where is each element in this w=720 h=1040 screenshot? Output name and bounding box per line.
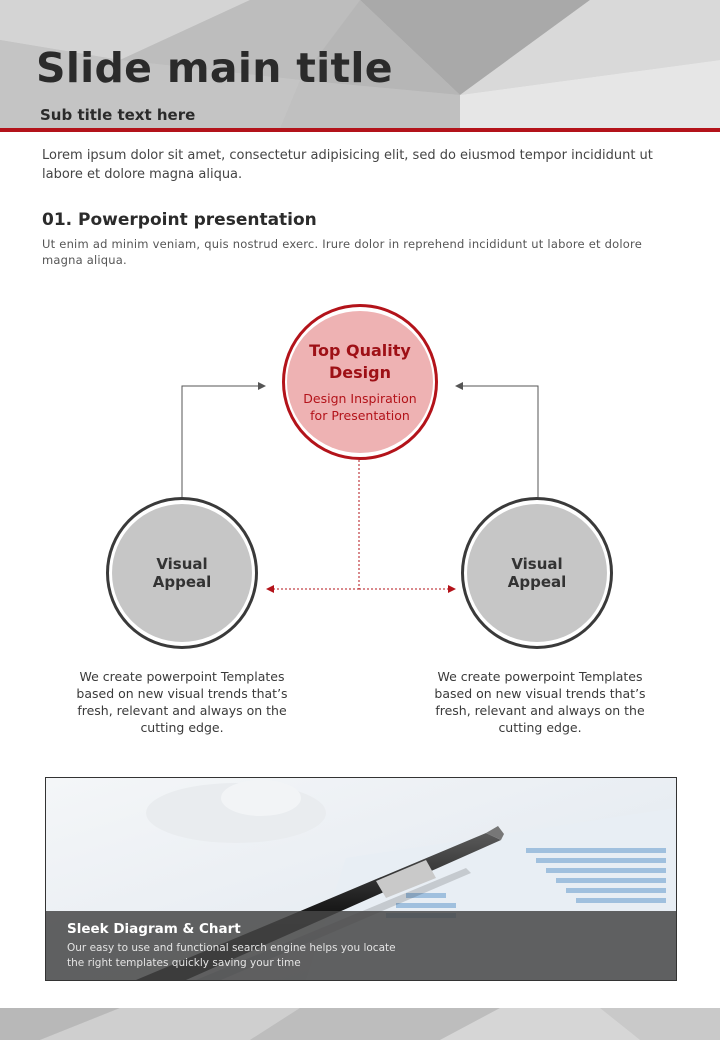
top-quality-circle [282,304,438,460]
intro-text: Lorem ipsum dolor sit amet, consectetur adipisicing elit, sed do eiusmod tempor incididunt ut labore et dolore magna aliqua. [42,148,653,182]
left-caption: We create powerpoint Templates based on new visual trends that’s fresh, relevant and always on the cutting edge. [76,669,288,735]
header-divider [0,128,720,132]
footer-polygons [0,1008,720,1040]
top-circle-title: Top Quality Design [309,341,411,382]
page-title: Slide main title [36,44,393,92]
left-visual-appeal-circle [106,497,258,649]
left-circle-title: Visual Appeal [152,555,212,591]
feature-title: Sleek Diagram & Chart [67,921,241,937]
right-circle-title: Visual Appeal [507,555,567,591]
section-title: 01. Powerpoint presentation [42,210,317,230]
feature-photo [45,777,677,981]
header-banner [0,0,720,128]
section-description: Ut enim ad minim veniam, quis nostrud exerc. Irure dolor in reprehend incididunt ut labore et dolore magna aliqua. [42,237,642,267]
right-connector-arrow [456,386,538,497]
top-quality-circle-fill [287,311,433,453]
top-circle-subtitle: Design Inspiration for Presentation [303,391,417,423]
left-connector-arrow [182,386,265,497]
feature-description: Our easy to use and functional search engine helps you locate the right templates quickly saving your time [67,942,396,969]
right-circle-fill [467,504,607,642]
right-caption: We create powerpoint Templates based on new visual trends that’s fresh, relevant and always on the cutting edge. [434,669,646,735]
footer-banner [0,1008,720,1040]
right-visual-appeal-circle [461,497,613,649]
left-circle-fill [112,504,252,642]
page-subtitle: Sub title text here [40,106,196,124]
